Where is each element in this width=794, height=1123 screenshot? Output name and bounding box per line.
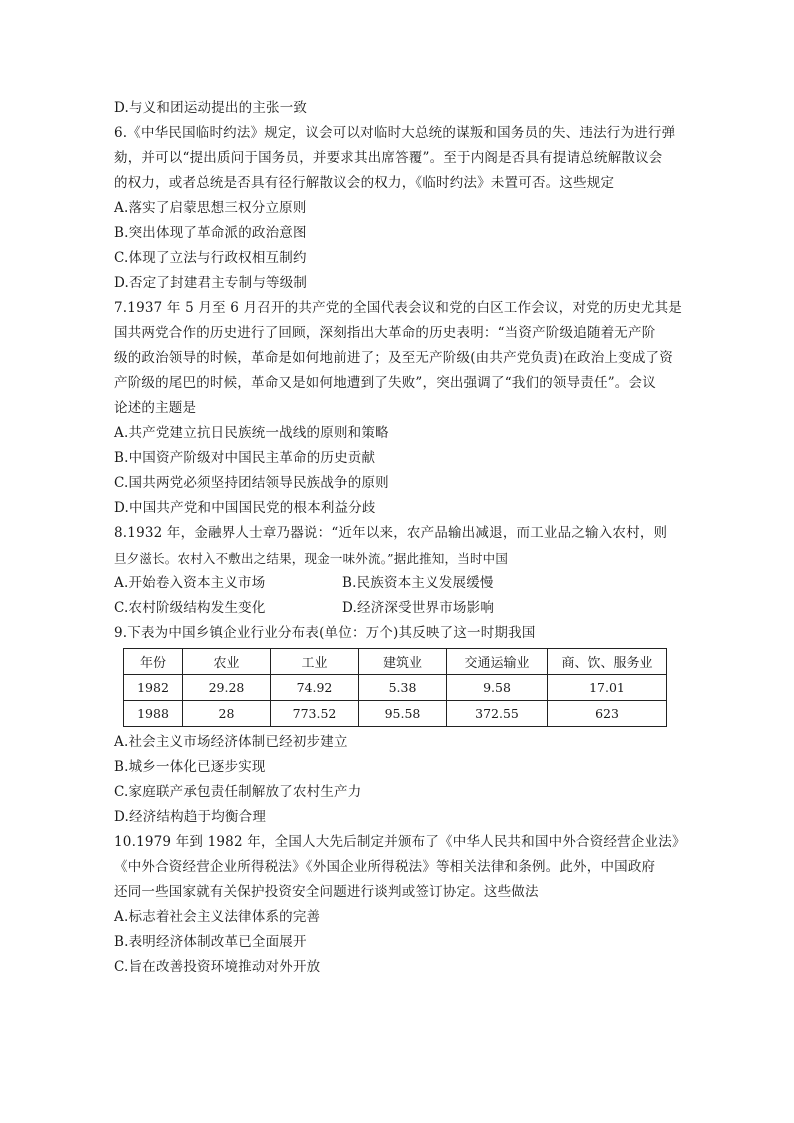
q8-option-b: B.民族资本主义发展缓慢 bbox=[342, 575, 494, 591]
table-header: 农业 bbox=[183, 649, 271, 675]
q5-option-d: D.与义和团运动提出的主张一致 bbox=[114, 100, 308, 116]
q7-stem-line: 级的政治领导的时候，革命是如何地前进了；及至无产阶级(由共产党负责)在政治上变成了资 bbox=[114, 350, 673, 366]
q7-stem-line: 论述的主题是 bbox=[114, 400, 197, 416]
table-header: 建筑业 bbox=[359, 649, 447, 675]
q6-option-a: A.落实了启蒙思想三权分立原则 bbox=[114, 200, 307, 216]
enterprise-table bbox=[123, 648, 667, 727]
q7-option-a: A.共产党建立抗日民族统一战线的原则和策略 bbox=[114, 425, 389, 441]
q6-option-d: D.否定了封建君主专制与等级制 bbox=[114, 275, 308, 291]
q6-stem-line: 6.《中华民国临时约法》规定，议会可以对临时大总统的谋叛和国务员的失、违法行为进行弹 bbox=[114, 125, 676, 141]
q7-stem-line: 7.1937 年 5 月至 6 月召开的共产党的全国代表会议和党的白区工作会议，对党的历史尤其是 bbox=[114, 300, 682, 316]
question-9 bbox=[114, 621, 684, 830]
table-cell: 1988 bbox=[124, 701, 183, 727]
table-cell: 28 bbox=[183, 701, 271, 727]
table-cell: 5.38 bbox=[359, 675, 447, 701]
q8-options-row bbox=[114, 571, 684, 596]
table-cell: 372.55 bbox=[447, 701, 548, 727]
table-row bbox=[124, 701, 667, 727]
question-7 bbox=[114, 296, 684, 521]
table-cell: 29.28 bbox=[183, 675, 271, 701]
q10-option-b: B.表明经济体制改革已全面展开 bbox=[114, 934, 307, 950]
q6-option-c: C.体现了立法与行政权相互制约 bbox=[114, 250, 307, 266]
table-header: 交通运输业 bbox=[447, 649, 548, 675]
table-header: 年份 bbox=[124, 649, 183, 675]
table-cell: 773.52 bbox=[271, 701, 359, 727]
table-cell: 9.58 bbox=[447, 675, 548, 701]
table-cell: 74.92 bbox=[271, 675, 359, 701]
table-header: 商、饮、服务业 bbox=[548, 649, 667, 675]
q7-option-c: C.国共两党必须坚持团结领导民族战争的原则 bbox=[114, 475, 389, 491]
q8-option-d: D.经济深受世界市场影响 bbox=[342, 600, 495, 616]
q10-stem-line: 10.1979 年到 1982 年，全国人大先后制定并颁布了《中华人民共和国中外合资经营企业法》 bbox=[114, 834, 686, 850]
exam-page bbox=[114, 96, 684, 980]
q8-option-a: A.开始卷入资本主义市场 bbox=[114, 575, 266, 591]
table-cell: 95.58 bbox=[359, 701, 447, 727]
q9-option-c: C.家庭联产承包责任制解放了农村生产力 bbox=[114, 784, 362, 800]
q9-stem: 9.下表为中国乡镇企业行业分布表(单位：万个)其反映了这一时期我国 bbox=[114, 625, 536, 641]
q8-options-row bbox=[114, 596, 684, 621]
q6-stem-line: 的权力，或者总统是否具有径行解散议会的权力，《临时约法》未置可否。这些规定 bbox=[114, 175, 615, 191]
q9-option-d: D.经济结构趋于均衡合理 bbox=[114, 809, 267, 825]
q10-option-c: C.旨在改善投资环境推动对外开放 bbox=[114, 959, 321, 975]
question-6 bbox=[114, 121, 684, 296]
q6-option-b: B.突出体现了革命派的政治意图 bbox=[114, 225, 307, 241]
table-cell: 623 bbox=[548, 701, 667, 727]
q10-stem-line: 《中外合资经营企业所得税法》《外国企业所得税法》等相关法律和条例。此外，中国政府 bbox=[114, 859, 656, 875]
table-cell: 17.01 bbox=[548, 675, 667, 701]
table-header-row bbox=[124, 649, 667, 675]
q7-option-d: D.中国共产党和中国国民党的根本利益分歧 bbox=[114, 500, 376, 516]
table-cell: 1982 bbox=[124, 675, 183, 701]
q7-stem-line: 国共两党合作的历史进行了回顾，深刻指出大革命的历史表明：“当资产阶级追随着无产阶 bbox=[114, 325, 656, 341]
q9-option-a: A.社会主义市场经济体制已经初步建立 bbox=[114, 734, 348, 750]
q10-option-a: A.标志着社会主义法律体系的完善 bbox=[114, 909, 321, 925]
q8-stem-line: 8.1932 年，金融界人士章乃器说：“近年以来，农产品输出减退，而工业品之输入农村，则 bbox=[114, 525, 668, 541]
q8-stem-line: 旦夕滋长。农村入不敷出之结果，现金一味外流。”据此推知，当时中国 bbox=[114, 551, 509, 566]
table-header: 工业 bbox=[271, 649, 359, 675]
q7-stem-line: 产阶级的尾巴的时候，革命又是如何地遭到了失败”，突出强调了“我们的领导责任”。会议 bbox=[114, 375, 656, 391]
q7-option-b: B.中国资产阶级对中国民主革命的历史贡献 bbox=[114, 450, 376, 466]
q10-stem-line: 还同一些国家就有关保护投资安全问题进行谈判或签订协定。这些做法 bbox=[114, 884, 539, 900]
q8-option-c: C.农村阶级结构发生变化 bbox=[114, 600, 266, 616]
q6-stem-line: 劾，并可以“提出质问于国务员，并要求其出席答覆”。至于内阁是否具有提请总统解散议会 bbox=[114, 150, 663, 166]
table-row bbox=[124, 675, 667, 701]
question-8 bbox=[114, 521, 684, 621]
q9-option-b: B.城乡一体化已逐步实现 bbox=[114, 759, 266, 775]
question-10 bbox=[114, 830, 684, 980]
